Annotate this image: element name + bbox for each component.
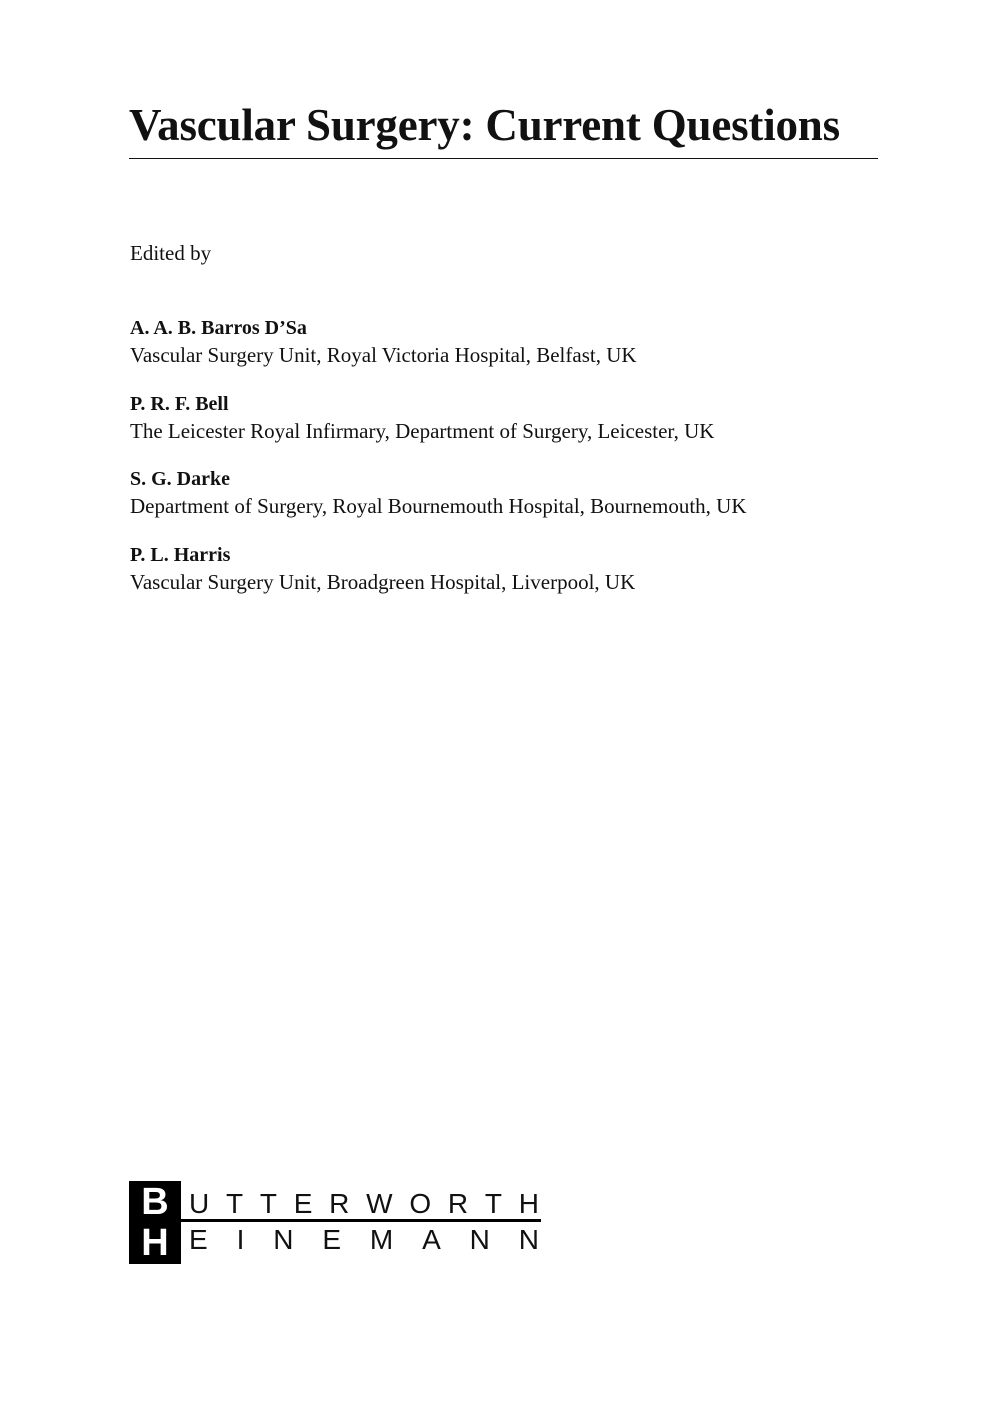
- editor-affiliation: The Leicester Royal Infirmary, Department of Surgery, Leicester, UK: [130, 419, 715, 443]
- logo-initial-h: H: [141, 1222, 169, 1264]
- logo-letter: O: [409, 1188, 432, 1219]
- logo-letter: R: [447, 1188, 469, 1219]
- logo-letter: W: [366, 1188, 393, 1219]
- editor-affiliation: Department of Surgery, Royal Bournemouth Hospital, Bournemouth, UK: [130, 494, 747, 518]
- book-title: Vascular Surgery: Current Questions: [129, 100, 840, 150]
- logo-letter: N: [518, 1224, 539, 1255]
- editor-name: P. R. F. Bell: [130, 393, 229, 415]
- logo-letter: E: [293, 1188, 313, 1219]
- logo-word-butterworth: [189, 1190, 539, 1218]
- logo-letter: A: [422, 1224, 441, 1255]
- logo-letter: N: [469, 1224, 490, 1255]
- logo-letter: T: [225, 1188, 244, 1219]
- editor-affiliation: Vascular Surgery Unit, Broadgreen Hospital, Liverpool, UK: [130, 570, 636, 594]
- logo-letter: M: [369, 1224, 394, 1255]
- logo-letter: T: [259, 1188, 277, 1219]
- logo-initial-b: B: [141, 1181, 169, 1223]
- logo-letter: I: [236, 1224, 245, 1255]
- logo-letter: E: [189, 1224, 208, 1255]
- editor-block: [130, 467, 747, 519]
- logo-letter: N: [273, 1224, 294, 1255]
- edited-by-label: Edited by: [130, 241, 212, 265]
- editor-name: S. G. Darke: [130, 468, 230, 490]
- editor-affiliation: Vascular Surgery Unit, Royal Victoria Hospital, Belfast, UK: [130, 343, 637, 367]
- editor-name: A. A. B. Barros D’Sa: [130, 317, 307, 339]
- logo-letter: T: [484, 1188, 502, 1219]
- title-underline: [129, 158, 878, 159]
- logo-divider: [181, 1219, 541, 1222]
- logo-letter: H: [518, 1188, 539, 1219]
- publisher-logo: [129, 1181, 541, 1264]
- editor-block: [130, 543, 635, 595]
- editor-block: [130, 316, 637, 368]
- logo-letter: R: [329, 1188, 350, 1219]
- logo-letter: U: [189, 1188, 210, 1219]
- logo-initials-block: [129, 1181, 181, 1264]
- logo-letter: E: [322, 1224, 342, 1255]
- logo-word-heinemann: [189, 1226, 539, 1254]
- editor-name: P. L. Harris: [130, 544, 231, 566]
- editor-block: [130, 392, 714, 444]
